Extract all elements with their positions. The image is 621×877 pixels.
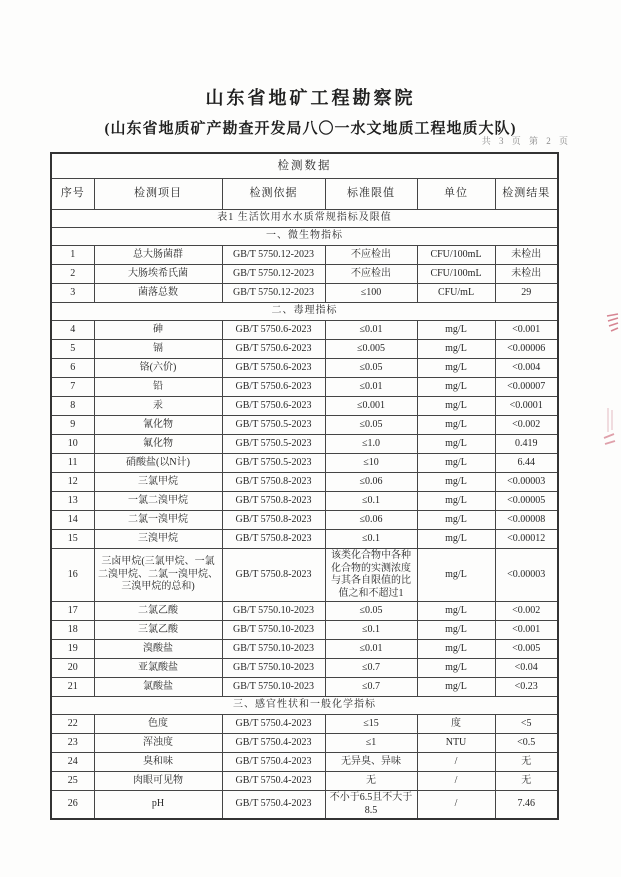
- cell-item: 氯酸盐: [94, 678, 222, 697]
- cell-item: 铅: [94, 378, 222, 397]
- cell-item: 三卤甲烷(三氯甲烷、一氯二溴甲烷、二氯一溴甲烷、三溴甲烷的总和): [94, 549, 222, 602]
- table-row: [51, 602, 558, 621]
- cell-basis: GB/T 5750.4-2023: [222, 715, 325, 734]
- cell-basis: GB/T 5750.5-2023: [222, 454, 325, 473]
- cell-limit: ≤1.0: [325, 435, 417, 454]
- cell-result: <0.004: [495, 359, 558, 378]
- cell-unit: mg/L: [417, 416, 495, 435]
- cell-limit: ≤0.01: [325, 640, 417, 659]
- cell-unit: NTU: [417, 734, 495, 753]
- cell-item: 亚氯酸盐: [94, 659, 222, 678]
- cell-limit: ≤0.1: [325, 530, 417, 549]
- cell-limit: ≤0.7: [325, 659, 417, 678]
- cell-basis: GB/T 5750.4-2023: [222, 791, 325, 820]
- cell-item: 一氯二溴甲烷: [94, 492, 222, 511]
- cell-limit: ≤0.06: [325, 511, 417, 530]
- cell-item: 三氯乙酸: [94, 621, 222, 640]
- cell-unit: mg/L: [417, 659, 495, 678]
- cell-limit: ≤0.005: [325, 340, 417, 359]
- cell-basis: GB/T 5750.6-2023: [222, 378, 325, 397]
- cell-basis: GB/T 5750.6-2023: [222, 359, 325, 378]
- cell-limit: ≤10: [325, 454, 417, 473]
- cell-no: 6: [51, 359, 94, 378]
- cell-no: 4: [51, 321, 94, 340]
- cell-item: 肉眼可见物: [94, 772, 222, 791]
- section-label-row: [51, 303, 558, 321]
- table-row: [51, 473, 558, 492]
- cell-no: 24: [51, 753, 94, 772]
- cell-basis: GB/T 5750.10-2023: [222, 659, 325, 678]
- cell-unit: mg/L: [417, 492, 495, 511]
- cell-no: 22: [51, 715, 94, 734]
- cell-basis: GB/T 5750.4-2023: [222, 753, 325, 772]
- table-row: [51, 284, 558, 303]
- cell-basis: GB/T 5750.5-2023: [222, 416, 325, 435]
- cell-unit: CFU/100mL: [417, 246, 495, 265]
- cell-result: 29: [495, 284, 558, 303]
- cell-result: <0.002: [495, 416, 558, 435]
- cell-limit: ≤100: [325, 284, 417, 303]
- cell-no: 10: [51, 435, 94, 454]
- cell-basis: GB/T 5750.10-2023: [222, 678, 325, 697]
- cell-unit: mg/L: [417, 321, 495, 340]
- cell-basis: GB/T 5750.4-2023: [222, 734, 325, 753]
- cell-unit: CFU/100mL: [417, 265, 495, 284]
- cell-unit: /: [417, 753, 495, 772]
- cell-item: 臭和味: [94, 753, 222, 772]
- column-header-row: [51, 179, 558, 210]
- cell-basis: GB/T 5750.8-2023: [222, 511, 325, 530]
- cell-item: 浑浊度: [94, 734, 222, 753]
- cell-unit: mg/L: [417, 602, 495, 621]
- cell-result: 6.44: [495, 454, 558, 473]
- cell-basis: GB/T 5750.10-2023: [222, 640, 325, 659]
- cell-item: 三氯甲烷: [94, 473, 222, 492]
- cell-unit: mg/L: [417, 454, 495, 473]
- cell-no: 26: [51, 791, 94, 820]
- table-row: [51, 492, 558, 511]
- cell-no: 9: [51, 416, 94, 435]
- cell-no: 11: [51, 454, 94, 473]
- cell-no: 21: [51, 678, 94, 697]
- red-seal-fragment: [605, 313, 620, 339]
- cell-unit: mg/L: [417, 530, 495, 549]
- cell-limit: ≤15: [325, 715, 417, 734]
- table-row: [51, 454, 558, 473]
- cell-basis: GB/T 5750.12-2023: [222, 265, 325, 284]
- cell-result: <0.001: [495, 321, 558, 340]
- cell-basis: GB/T 5750.8-2023: [222, 473, 325, 492]
- cell-result: 未检出: [495, 246, 558, 265]
- cell-no: 1: [51, 246, 94, 265]
- cell-item: 硝酸盐(以N计): [94, 454, 222, 473]
- cell-unit: mg/L: [417, 397, 495, 416]
- cell-unit: mg/L: [417, 678, 495, 697]
- cell-no: 20: [51, 659, 94, 678]
- section-label: 一、微生物指标: [51, 228, 558, 246]
- cell-limit: 不应检出: [325, 265, 417, 284]
- cell-result: 0.419: [495, 435, 558, 454]
- cell-result: 7.46: [495, 791, 558, 820]
- cell-item: 菌落总数: [94, 284, 222, 303]
- table-row: [51, 435, 558, 454]
- cell-basis: GB/T 5750.10-2023: [222, 602, 325, 621]
- cell-item: 溴酸盐: [94, 640, 222, 659]
- table-row: [51, 265, 558, 284]
- cell-unit: mg/L: [417, 435, 495, 454]
- cell-item: 总大肠菌群: [94, 246, 222, 265]
- cell-basis: GB/T 5750.5-2023: [222, 435, 325, 454]
- cell-item: 二氯一溴甲烷: [94, 511, 222, 530]
- cell-result: <0.23: [495, 678, 558, 697]
- cell-item: 氟化物: [94, 435, 222, 454]
- cell-result: <0.04: [495, 659, 558, 678]
- table-row: [51, 678, 558, 697]
- cell-limit: ≤0.05: [325, 359, 417, 378]
- cell-no: 17: [51, 602, 94, 621]
- cell-unit: mg/L: [417, 473, 495, 492]
- cell-unit: mg/L: [417, 378, 495, 397]
- cell-result: <0.00008: [495, 511, 558, 530]
- cell-item: 氰化物: [94, 416, 222, 435]
- page-indicator: 共 3 页 第 2 页: [481, 136, 571, 146]
- table-row: [51, 340, 558, 359]
- cell-limit: 不小于6.5且不大于8.5: [325, 791, 417, 820]
- cell-unit: mg/L: [417, 511, 495, 530]
- cell-result: <0.00003: [495, 473, 558, 492]
- section-label: 二、毒理指标: [51, 303, 558, 321]
- cell-item: 镉: [94, 340, 222, 359]
- cell-result: <0.001: [495, 621, 558, 640]
- cell-limit: ≤0.06: [325, 473, 417, 492]
- cell-result: 未检出: [495, 265, 558, 284]
- cell-unit: /: [417, 791, 495, 820]
- table-row: [51, 549, 558, 602]
- cell-result: <0.0001: [495, 397, 558, 416]
- column-header: 序号: [51, 179, 94, 210]
- column-header: 检测依据: [222, 179, 325, 210]
- cell-unit: mg/L: [417, 549, 495, 602]
- cell-unit: mg/L: [417, 640, 495, 659]
- cell-no: 5: [51, 340, 94, 359]
- cell-limit: ≤0.05: [325, 602, 417, 621]
- table-row: [51, 246, 558, 265]
- cell-no: 8: [51, 397, 94, 416]
- table-row: [51, 772, 558, 791]
- cell-result: <5: [495, 715, 558, 734]
- cell-result: <0.00005: [495, 492, 558, 511]
- cell-no: 12: [51, 473, 94, 492]
- cell-no: 7: [51, 378, 94, 397]
- column-header: 检测项目: [94, 179, 222, 210]
- section-label-row: [51, 228, 558, 246]
- cell-basis: GB/T 5750.6-2023: [222, 340, 325, 359]
- table-row: [51, 640, 558, 659]
- table-row: [51, 378, 558, 397]
- cell-item: pH: [94, 791, 222, 820]
- cell-limit: ≤1: [325, 734, 417, 753]
- cell-result: <0.00012: [495, 530, 558, 549]
- cell-basis: GB/T 5750.8-2023: [222, 549, 325, 602]
- section-label: 三、感官性状和一般化学指标: [51, 697, 558, 715]
- cell-unit: mg/L: [417, 621, 495, 640]
- cell-limit: ≤0.01: [325, 321, 417, 340]
- table-row: [51, 621, 558, 640]
- cell-item: 二氯乙酸: [94, 602, 222, 621]
- table-caption-row: [51, 153, 558, 179]
- cell-limit: 不应检出: [325, 246, 417, 265]
- cell-result: <0.5: [495, 734, 558, 753]
- cell-limit: ≤0.05: [325, 416, 417, 435]
- table-caption: 检测数据: [51, 153, 558, 179]
- cell-basis: GB/T 5750.12-2023: [222, 246, 325, 265]
- cell-item: 色度: [94, 715, 222, 734]
- cell-limit: ≤0.1: [325, 621, 417, 640]
- test-data-table: [50, 152, 559, 820]
- cell-no: 14: [51, 511, 94, 530]
- cell-basis: GB/T 5750.8-2023: [222, 530, 325, 549]
- cell-limit: 无异臭、异味: [325, 753, 417, 772]
- cell-no: 2: [51, 265, 94, 284]
- cell-item: 大肠埃希氏菌: [94, 265, 222, 284]
- cell-basis: GB/T 5750.12-2023: [222, 284, 325, 303]
- table-row: [51, 734, 558, 753]
- cell-no: 3: [51, 284, 94, 303]
- table-row: [51, 416, 558, 435]
- table-row: [51, 359, 558, 378]
- cell-basis: GB/T 5750.10-2023: [222, 621, 325, 640]
- cell-limit: 无: [325, 772, 417, 791]
- cell-unit: mg/L: [417, 359, 495, 378]
- cell-no: 15: [51, 530, 94, 549]
- cell-no: 18: [51, 621, 94, 640]
- table-row: [51, 397, 558, 416]
- cell-limit: 该类化合物中各种化合物的实测浓度与其各自限值的比值之和不超过1: [325, 549, 417, 602]
- table-row: [51, 659, 558, 678]
- column-header: 标准限值: [325, 179, 417, 210]
- table-row: [51, 791, 558, 820]
- cell-item: 三溴甲烷: [94, 530, 222, 549]
- cell-unit: 度: [417, 715, 495, 734]
- cell-no: 19: [51, 640, 94, 659]
- cell-unit: CFU/mL: [417, 284, 495, 303]
- table-row: [51, 530, 558, 549]
- cell-no: 16: [51, 549, 94, 602]
- cell-item: 铬(六价): [94, 359, 222, 378]
- table-subtitle: 表1 生活饮用水水质常规指标及限值: [51, 210, 558, 228]
- cell-basis: GB/T 5750.8-2023: [222, 492, 325, 511]
- cell-basis: GB/T 5750.4-2023: [222, 772, 325, 791]
- org-subtitle: (山东省地质矿产勘查开发局八〇一水文地质工程地质大队): [104, 121, 517, 137]
- cell-no: 25: [51, 772, 94, 791]
- org-title: 山东省地矿工程勘察院: [205, 88, 416, 108]
- table-subtitle-row: [51, 210, 558, 228]
- cell-item: 汞: [94, 397, 222, 416]
- table-row: [51, 511, 558, 530]
- cell-unit: mg/L: [417, 340, 495, 359]
- cell-result: <0.002: [495, 602, 558, 621]
- cell-result: <0.00007: [495, 378, 558, 397]
- column-header: 单位: [417, 179, 495, 210]
- column-header: 检测结果: [495, 179, 558, 210]
- cell-limit: ≤0.7: [325, 678, 417, 697]
- cell-limit: ≤0.001: [325, 397, 417, 416]
- cell-limit: ≤0.1: [325, 492, 417, 511]
- cell-result: <0.00006: [495, 340, 558, 359]
- cell-result: 无: [495, 772, 558, 791]
- section-label-row: [51, 697, 558, 715]
- cell-no: 23: [51, 734, 94, 753]
- cell-basis: GB/T 5750.6-2023: [222, 397, 325, 416]
- cell-no: 13: [51, 492, 94, 511]
- cell-limit: ≤0.01: [325, 378, 417, 397]
- table-row: [51, 715, 558, 734]
- table-row: [51, 753, 558, 772]
- cell-result: 无: [495, 753, 558, 772]
- cell-basis: GB/T 5750.6-2023: [222, 321, 325, 340]
- cell-item: 砷: [94, 321, 222, 340]
- table-row: [51, 321, 558, 340]
- cell-result: <0.005: [495, 640, 558, 659]
- red-seal-fragment: [602, 408, 616, 446]
- cell-result: <0.00003: [495, 549, 558, 602]
- cell-unit: /: [417, 772, 495, 791]
